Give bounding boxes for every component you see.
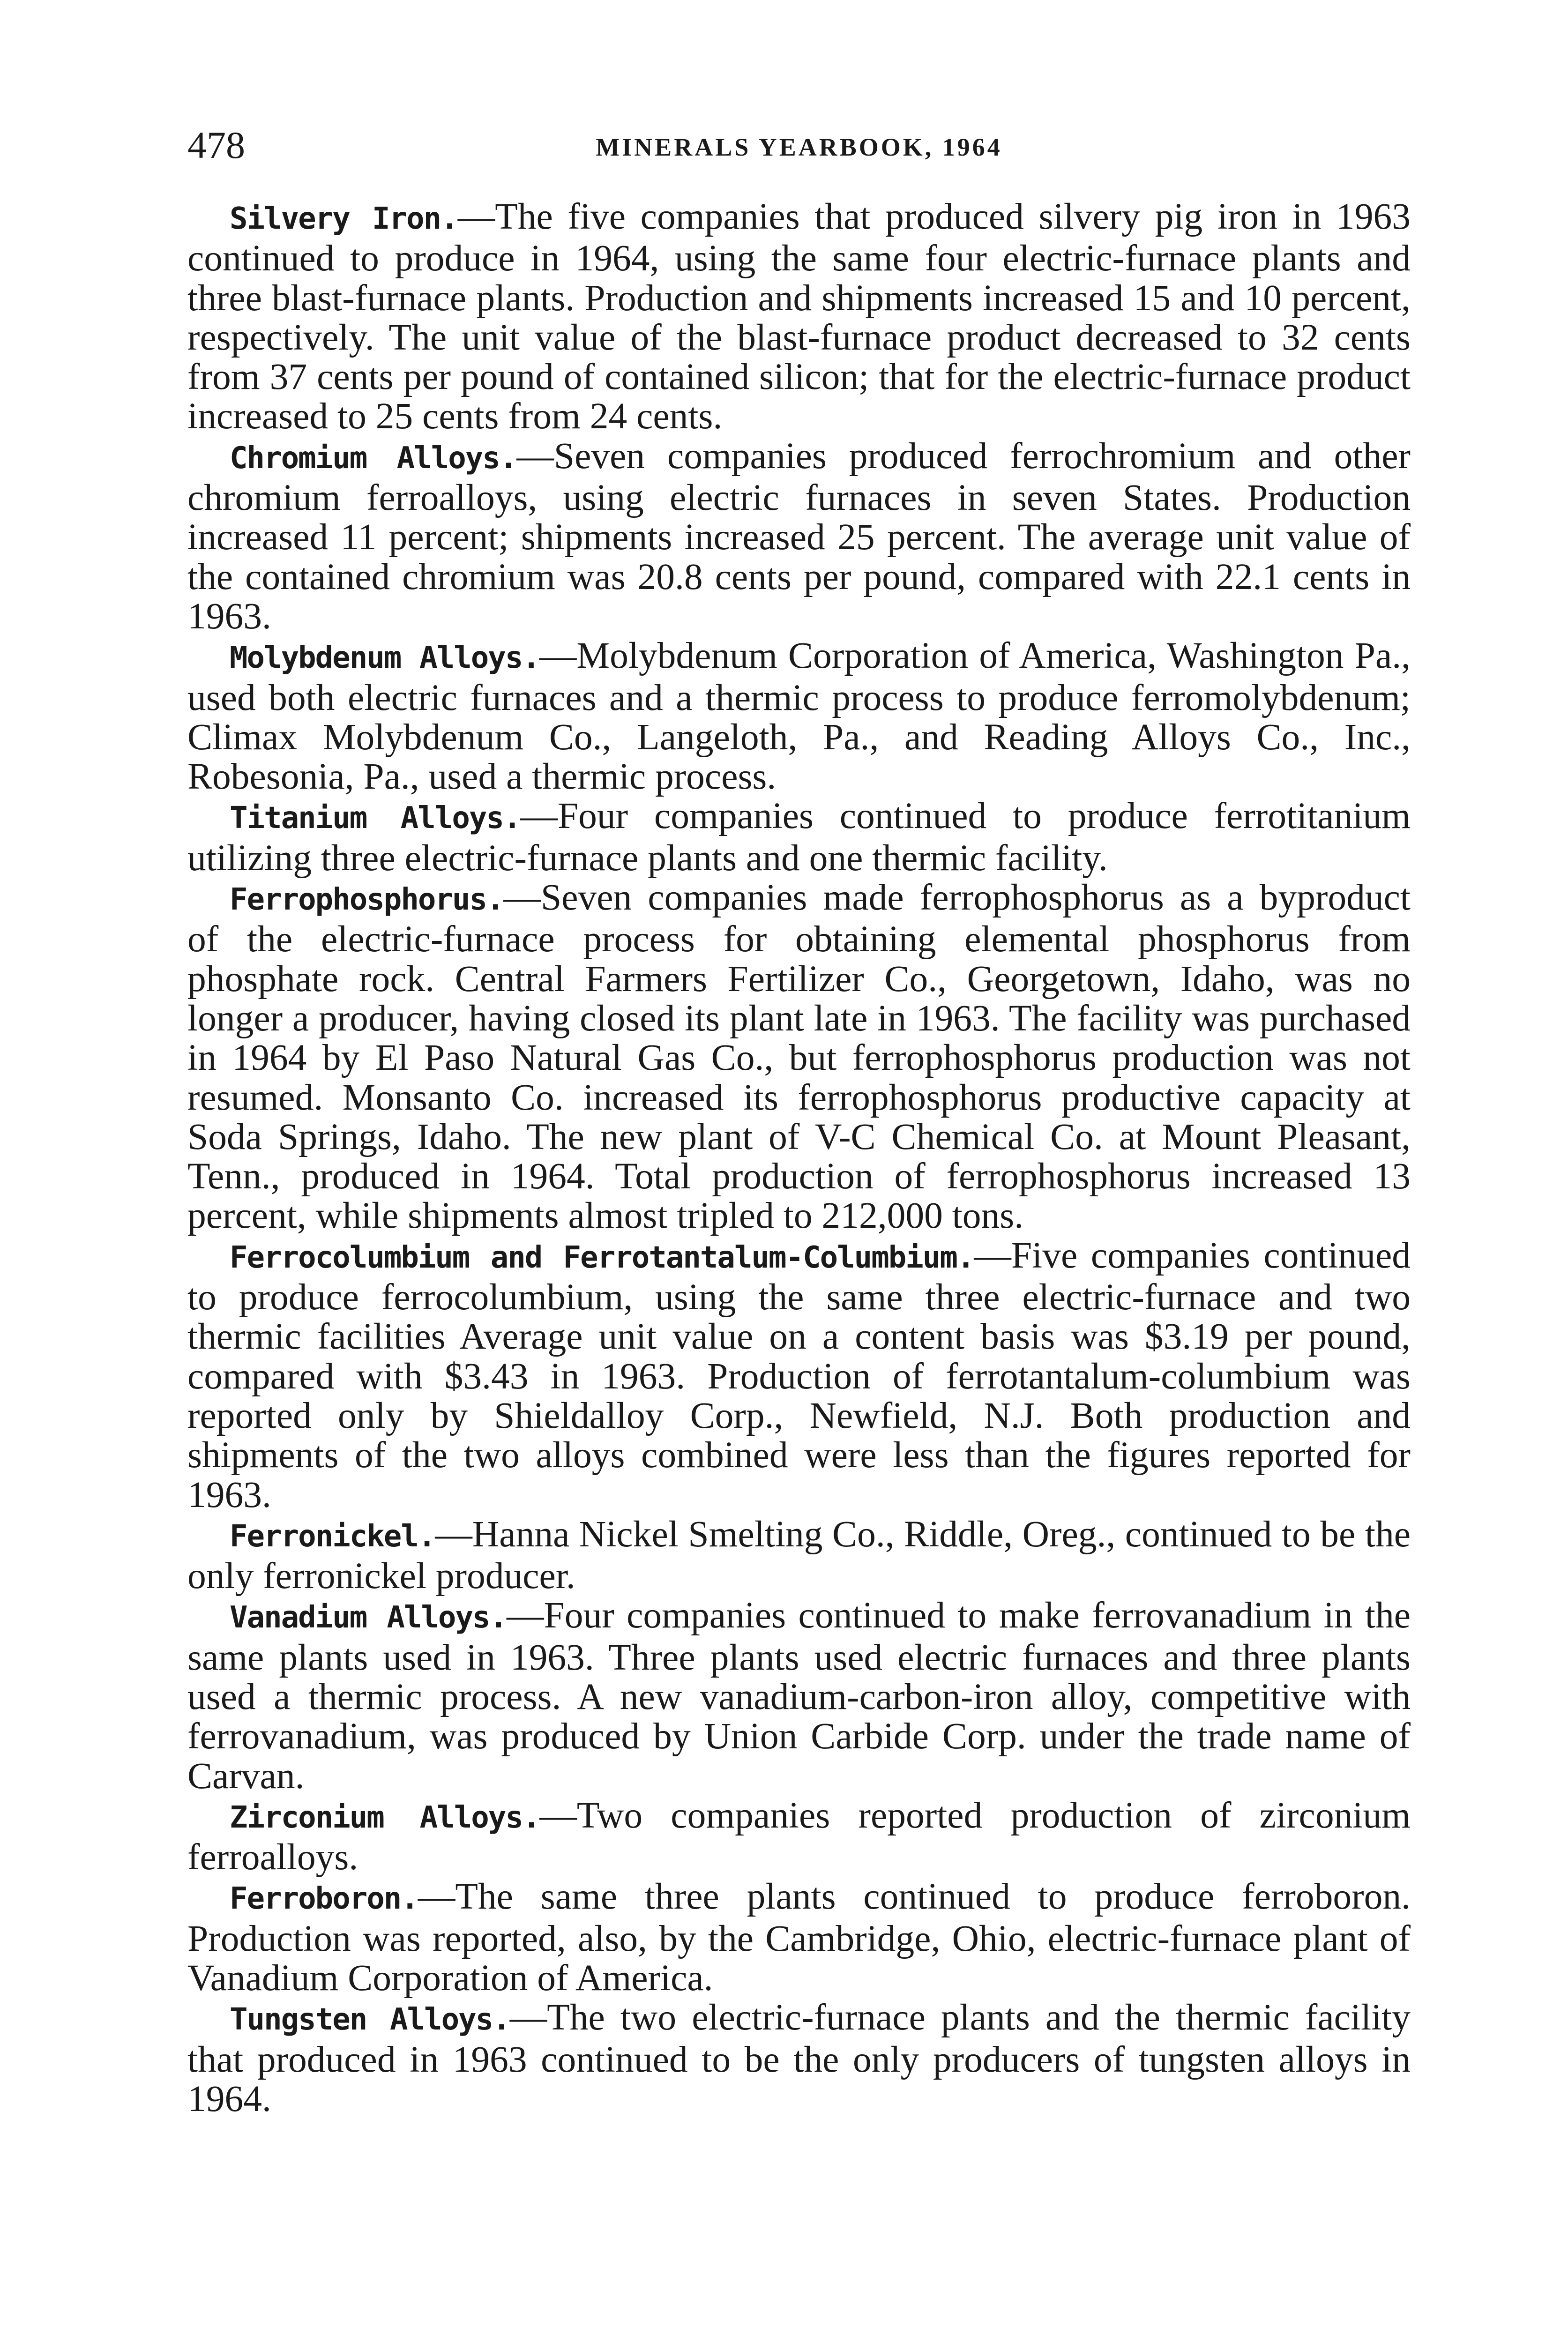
- paragraph-molybdenum-alloys: [187, 636, 1411, 796]
- paragraph-ferroboron: [187, 1877, 1411, 1998]
- paragraph-text: —Four companies continued to produce ferrotitanium utilizing three electric-furnace plants and one thermic facility.: [187, 795, 1411, 879]
- paragraph-heading: Zirconium Alloys.: [230, 1800, 540, 1835]
- paragraph-heading: Silvery Iron.: [230, 201, 458, 236]
- paragraph-text: —Two companies reported production of zirconium ferroalloys.: [187, 1794, 1411, 1878]
- paragraph-heading: Titanium Alloys.: [230, 801, 521, 836]
- running-title: MINERALS YEARBOOK, 1964: [596, 133, 1002, 161]
- paragraph-heading: Ferroboron.: [230, 1881, 418, 1917]
- paragraph-text: —Five companies continued to produce ferrocolumbium, using the same three electric-furnace and two thermic facilities Average unit value on a content basis was $3.19 per pound, compared with $3.43 in 1963. Production of ferrotantalum-columbium was reported only by Shieldalloy Corp., Newfield, N.J. Both production and shipments of the two alloys combined were less than the figures reported for 1963.: [187, 1234, 1411, 1515]
- document-page: [187, 122, 1411, 2119]
- paragraph-ferrocolumbium: [187, 1236, 1411, 1515]
- paragraph-text: —The five companies that produced silvery pig iron in 1963 continued to produce in 1964, using the same four electric-furnace plants and three blast-furnace plants. Production and shipments increased 15 and 10 percent, respectively. The unit value of the blast-furnace product decreased to 32 cents from 37 cents per pound of contained silicon; that for the electric-furnace product increased to 25 cents from 24 cents.: [187, 196, 1411, 437]
- paragraph-text: —Seven companies made ferrophosphorus as a byproduct of the electric-furnace process for obtaining elemental phosphorus from phosphate rock. Central Farmers Fertilizer Co., Georgetown, Idaho, was no longer a producer, having closed its plant late in 1963. The facility was purchased in 1964 by El Paso Natural Gas Co., but ferrophosphorus production was not resumed. Monsanto Co. increased its ferrophosphorus productive capacity at Soda Springs, Idaho. The new plant of V-C Chemical Co. at Mount Pleasant, Tenn., produced in 1964. Total production of ferrophosphorus increased 13 percent, while shipments almost tripled to 212,000 tons.: [187, 877, 1411, 1237]
- paragraph-titanium-alloys: [187, 796, 1411, 878]
- paragraph-text: —Four companies continued to make ferrovanadium in the same plants used in 1963. Three plants used electric furnaces and three plants used a thermic process. A new vanadium-carbon-iron alloy, competitive with ferrovanadium, was produced by Union Carbide Corp. under the trade name of Carvan.: [187, 1595, 1411, 1797]
- paragraph-text: —Molybdenum Corporation of America, Washington Pa., used both electric furnaces and a thermic process to produce ferromolybdenum; Climax Molybdenum Co., Langeloth, Pa., and Reading Alloys Co., Inc., Robesonia, Pa., used a thermic process.: [187, 635, 1411, 798]
- paragraph-heading: Vanadium Alloys.: [230, 1600, 507, 1635]
- paragraph-zirconium-alloys: [187, 1796, 1411, 1877]
- paragraph-ferronickel: [187, 1515, 1411, 1596]
- body-text: [187, 197, 1411, 2119]
- page-number: 478: [187, 124, 245, 166]
- paragraph-text: —The two electric-furnace plants and the thermic facility that produced in 1963 continued to be the only producers of tungsten alloys in 1964.: [187, 1997, 1411, 2119]
- paragraph-heading: Ferronickel.: [230, 1519, 435, 1554]
- paragraph-ferrophosphorus: [187, 878, 1411, 1236]
- paragraph-tungsten-alloys: [187, 1998, 1411, 2119]
- paragraph-vanadium-alloys: [187, 1596, 1411, 1795]
- paragraph-text: —Seven companies produced ferrochromium and other chromium ferroalloys, using electric furnaces in seven States. Production increased 11 percent; shipments increased 25 percent. The average unit value of the contained chromium was 20.8 cents per pound, compared with 22.1 cents in 1963.: [187, 435, 1411, 637]
- paragraph-heading: Ferrophosphorus.: [230, 882, 504, 918]
- running-head: [187, 122, 1411, 178]
- paragraph-heading: Ferrocolumbium and Ferrotantalum-Columbium.: [230, 1240, 974, 1275]
- paragraph-text: —The same three plants continued to produce ferroboron. Production was reported, also, by the Cambridge, Ohio, electric-furnace plant of Vanadium Corporation of America.: [187, 1876, 1411, 1999]
- paragraph-heading: Tungsten Alloys.: [230, 2002, 510, 2037]
- paragraph-heading: Molybdenum Alloys.: [230, 641, 539, 676]
- paragraph-heading: Chromium Alloys.: [230, 440, 517, 476]
- paragraph-silvery-iron: [187, 197, 1411, 436]
- paragraph-chromium-alloys: [187, 436, 1411, 636]
- paragraph-text: —Hanna Nickel Smelting Co., Riddle, Oreg., continued to be the only ferronickel producer.: [187, 1513, 1411, 1597]
